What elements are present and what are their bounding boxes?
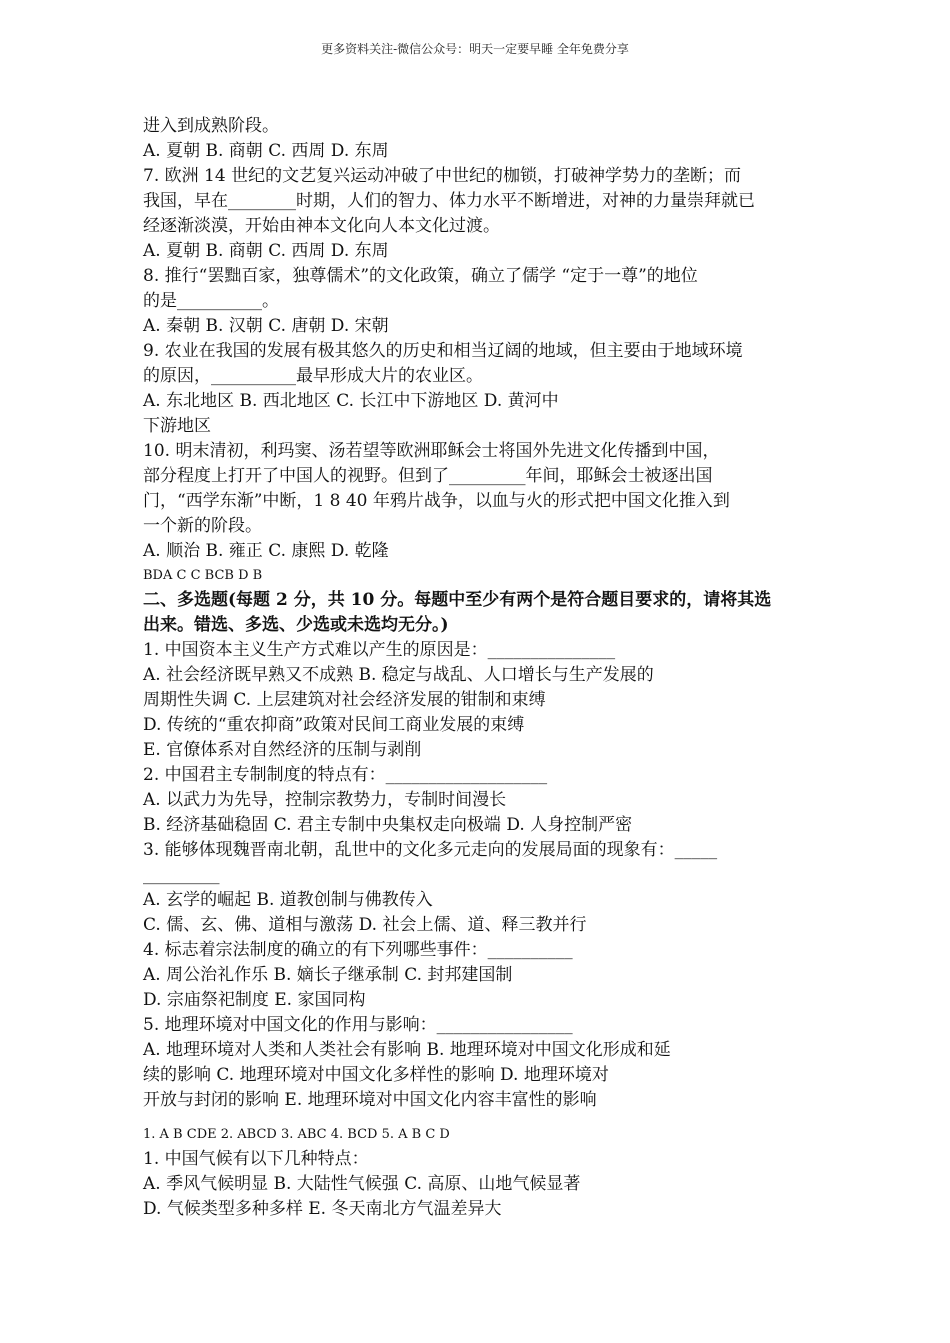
text-line: 1. 中国资本主义生产方式难以产生的原因是：_______________ xyxy=(143,640,616,660)
text-line: A. 东北地区 B. 西北地区 C. 长江中下游地区 D. 黄河中 xyxy=(143,391,559,411)
text-line: A. 秦朝 B. 汉朝 C. 唐朝 D. 宋朝 xyxy=(143,316,389,336)
answer-key-line: BDA C C BCB D B xyxy=(143,568,263,583)
text-line: 2. 中国君主专制制度的特点有：___________________ xyxy=(143,765,548,785)
text-line: 进入到成熟阶段。 xyxy=(143,116,279,136)
text-line: A. 夏朝 B. 商朝 C. 西周 D. 东周 xyxy=(143,241,389,261)
text-line: E. 官僚体系对自然经济的压制与剥削 xyxy=(143,740,422,760)
document-body xyxy=(143,114,811,1222)
text-line: 一个新的阶段。 xyxy=(143,516,262,536)
text-line: 4. 标志着宗法制度的确立的有下列哪些事件：__________ xyxy=(143,940,573,960)
text-line: A. 顺治 B. 雍正 C. 康熙 D. 乾隆 xyxy=(143,541,389,561)
text-line: D. 宗庙祭祀制度 E. 家国同构 xyxy=(143,990,366,1010)
text-line: 的原因，__________最早形成大片的农业区。 xyxy=(143,366,483,386)
text-line: 下游地区 xyxy=(143,416,211,436)
text-line: A. 夏朝 B. 商朝 C. 西周 D. 东周 xyxy=(143,141,389,161)
text-line: B. 经济基础稳固 C. 君主专制中央集权走向极端 D. 人身控制严密 xyxy=(143,815,633,835)
text-line: A. 社会经济既早熟又不成熟 B. 稳定与战乱、人口增长与生产发展的 xyxy=(143,665,654,685)
text-line: A. 玄学的崛起 B. 道教创制与佛教传入 xyxy=(143,890,433,910)
text-line: D. 传统的“重农抑商”政策对民间工商业发展的束缚 xyxy=(143,715,525,735)
text-line: 出来。错选、多选、少选或未选均无分。) xyxy=(143,615,449,635)
text-line: C. 儒、玄、佛、道相与激荡 D. 社会上儒、道、释三教并行 xyxy=(143,915,587,935)
text-line: 部分程度上打开了中国人的视野。但到了_________年间，耶稣会士被逐出国 xyxy=(143,466,713,486)
text-line: 3. 能够体现魏晋南北朝，乱世中的文化多元走向的发展局面的现象有：_____ xyxy=(143,840,718,860)
text-line: 1. 中国气候有以下几种特点： xyxy=(143,1149,369,1169)
text-line: 的是__________。 xyxy=(143,291,279,311)
text-line: 7. 欧洲 14 世纪的文艺复兴运动冲破了中世纪的枷锁，打破神学势力的垄断；而 xyxy=(143,166,742,186)
text-line: A. 周公治礼作乐 B. 嫡长子继承制 C. 封邦建国制 xyxy=(143,965,513,985)
spacer xyxy=(143,1113,811,1123)
answer-key-line: 1. A B CDE 2. ABCD 3. ABC 4. BCD 5. A B C D xyxy=(143,1127,450,1142)
text-line: 开放与封闭的影响 E. 地理环境对中国文化内容丰富性的影响 xyxy=(143,1090,597,1110)
text-line: 门，“西学东渐”中断，1 8 40 年鸦片战争，以血与火的形式把中国文化推入到 xyxy=(143,491,730,511)
text-line: 10. 明末清初，利玛窦、汤若望等欧洲耶稣会士将国外先进文化传播到中国， xyxy=(143,441,720,461)
text-line: 周期性失调 C. 上层建筑对社会经济发展的钳制和束缚 xyxy=(143,690,546,710)
text-line: 9. 农业在我国的发展有极其悠久的历史和相当辽阔的地域，但主要由于地域环境 xyxy=(143,341,743,361)
text-line: 8. 推行“罢黜百家，独尊儒术”的文化政策，确立了儒学 “定于一尊”的地位 xyxy=(143,266,698,286)
text-line: 我国，早在________时期，人们的智力、体力水平不断增进，对神的力量崇拜就已 xyxy=(143,191,755,211)
text-line: 经逐渐淡漠，开始由神本文化向人本文化过渡。 xyxy=(143,216,500,236)
text-line: 5. 地理环境对中国文化的作用与影响：________________ xyxy=(143,1015,573,1035)
text-line: 续的影响 C. 地理环境对中国文化多样性的影响 D. 地理环境对 xyxy=(143,1065,609,1085)
text-line: A. 季风气候明显 B. 大陆性气候强 C. 高原、山地气候显著 xyxy=(143,1174,581,1194)
text-line: _________ xyxy=(143,865,220,885)
text-line: A. 以武力为先导，控制宗教势力，专制时间漫长 xyxy=(143,790,507,810)
page-header: 更多资料关注-微信公众号：明天一定要早睡 全年免费分享 xyxy=(321,42,629,56)
text-line: D. 气候类型多种多样 E. 冬天南北方气温差异大 xyxy=(143,1199,502,1219)
text-line: 二、多选题(每题 2 分，共 10 分。每题中至少有两个是符合题目要求的，请将其选 xyxy=(143,590,772,610)
text-line: A. 地理环境对人类和人类社会有影响 B. 地理环境对中国文化形成和延 xyxy=(143,1040,671,1060)
